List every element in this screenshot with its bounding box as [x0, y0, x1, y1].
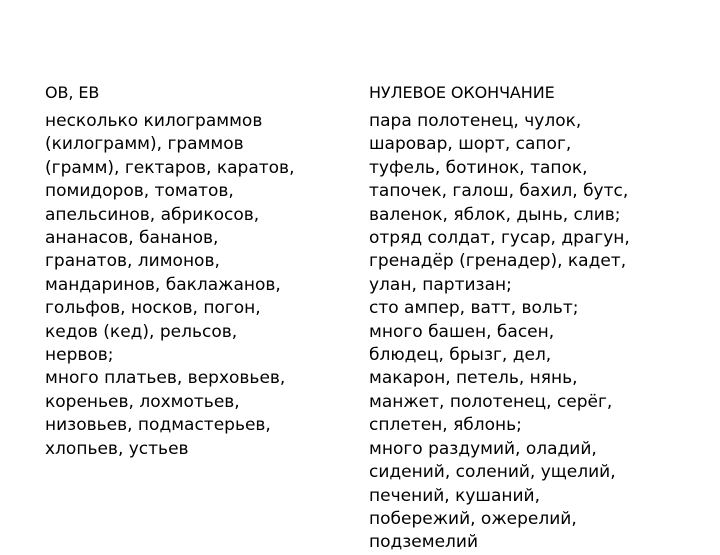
text-line: кедов (кед), рельсов,	[45, 321, 238, 342]
text-line: побережий, ожерелий,	[369, 508, 577, 529]
text-line: помидоров, томатов,	[45, 181, 234, 202]
text-line: хлопьев, устьев	[45, 438, 189, 459]
text-line: сплетен, яблонь;	[369, 415, 522, 436]
text-line: манжет, полотенец, серёг,	[369, 391, 613, 412]
text-line: (килограмм), граммов	[45, 134, 244, 155]
text-line: сидений, солений, ущелий,	[369, 462, 616, 483]
text-line: подземелий	[369, 532, 479, 553]
text-line: кореньев, лохмотьев,	[45, 391, 240, 412]
text-line: низовьев, подмастерьев,	[45, 415, 271, 436]
text-line: отряд солдат, гусар, драгун,	[369, 228, 630, 249]
text-line: блюдец, брызг, дел,	[369, 345, 552, 366]
text-line: нервов;	[45, 345, 114, 366]
text-line: валенок, яблок, дынь, слив;	[369, 204, 621, 225]
text-line: апельсинов, абрикосов,	[45, 204, 260, 225]
text-line: много башен, басен,	[369, 321, 555, 342]
text-line: улан, партизан;	[369, 274, 512, 295]
text-line: мандаринов, баклажанов,	[45, 274, 281, 295]
text-line: макарон, петель, нянь,	[369, 368, 578, 389]
text-line: много платьев, верховьев,	[45, 368, 286, 389]
text-line: несколько килограммов	[45, 111, 263, 131]
text-line: тапочек, галош, бахил, бутс,	[369, 181, 629, 202]
text-line: (грамм), гектаров, каратов,	[45, 157, 295, 178]
text-line: много раздумий, оладий,	[369, 438, 597, 459]
right-column-heading: НУЛЕВОЕ ОКОНЧАНИЕ	[369, 83, 555, 102]
text-line: сто ампер, ватт, вольт;	[369, 298, 579, 319]
text-line: гольфов, носков, погон,	[45, 298, 261, 319]
text-line: пара полотенец, чулок,	[369, 111, 582, 131]
text-line: печений, кушаний,	[369, 485, 541, 506]
text-line: туфель, ботинок, тапок,	[369, 157, 588, 178]
left-column-text	[45, 110, 294, 461]
text-line: гренадёр (гренадер), кадет,	[369, 251, 627, 272]
text-line: шаровар, шорт, сапог,	[369, 134, 572, 155]
right-column-text	[369, 110, 630, 555]
left-column-heading: ОВ, ЕВ	[45, 83, 100, 102]
text-line: гранатов, лимонов,	[45, 251, 220, 272]
text-line: ананасов, бананов,	[45, 228, 219, 249]
